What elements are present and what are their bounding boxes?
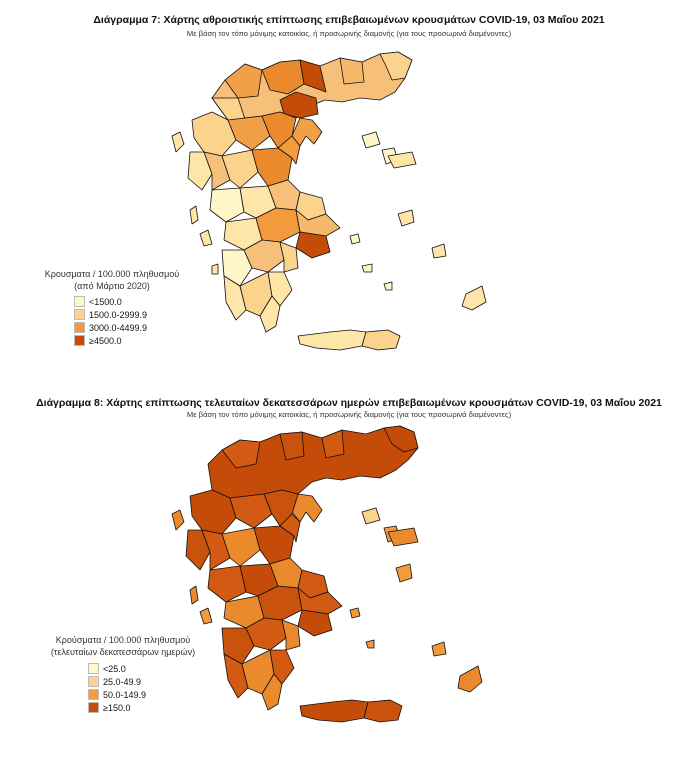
region [398, 210, 414, 226]
map2-legend [28, 634, 218, 714]
region [190, 206, 198, 224]
legend-label: ≥4500.0 [89, 335, 122, 346]
region [172, 510, 184, 530]
region [208, 566, 246, 602]
map2-title: Διάγραμμα 8: Χάρτης επίπτωσης τελευταίων δεκατεσσάρων ημερών επιβεβαιωμένων κρουσμάτων COVID-19, 03 Μαΐου 2021 [36, 397, 662, 409]
region [366, 640, 374, 648]
region [384, 282, 392, 290]
region [462, 286, 486, 310]
legend-subtitle: (από Μάρτιο 2020) [74, 281, 150, 291]
region [350, 608, 360, 618]
legend-label: 50.0-149.9 [103, 689, 147, 700]
region [458, 666, 482, 692]
map2-subtitle: Με βάση τον τόπο μόνιμης κατοικίας, ή προσωρινής διαμονής (για τους προσωρινά διαμένοντες) [186, 410, 512, 419]
region [300, 700, 368, 722]
region [222, 528, 260, 566]
legend-swatch [74, 296, 85, 307]
legend-title: Κρούσματα / 100.000 πληθυσμού [55, 635, 191, 645]
region [210, 188, 244, 222]
region [362, 132, 380, 148]
region [212, 264, 218, 274]
legend-item [74, 321, 196, 334]
legend-item [88, 701, 218, 714]
region [362, 264, 372, 272]
legend-swatch [88, 702, 99, 713]
legend-item [88, 688, 218, 701]
region [362, 330, 400, 350]
legend-label: 1500.0-2999.9 [89, 309, 148, 320]
legend-label: ≥150.0 [103, 702, 131, 713]
legend-title: Κρουσματα / 100.000 πληθυσμού [44, 269, 180, 279]
region [432, 642, 446, 656]
legend-item [74, 334, 196, 347]
region [172, 132, 184, 152]
legend-item [74, 295, 196, 308]
region [350, 234, 360, 244]
region [432, 244, 446, 258]
region [296, 232, 330, 258]
legend-swatch [88, 689, 99, 700]
legend-item [74, 308, 196, 321]
legend-subtitle: (τελευταίων δεκατεσσάρων ημερών) [50, 647, 196, 657]
map1-title: Διάγραμμα 7: Χάρτης αθροιστικής επίπτωσης επιβεβαιωμένων κρουσμάτων COVID-19, 03 Μαΐου 2021 [93, 14, 605, 26]
map1-legend [28, 268, 196, 347]
region [362, 508, 380, 524]
region [364, 700, 402, 722]
legend-item [88, 675, 218, 688]
legend-swatch [88, 663, 99, 674]
legend-swatch [88, 676, 99, 687]
region [200, 608, 212, 624]
legend-label: 3000.0-4499.9 [89, 322, 148, 333]
region [340, 58, 364, 84]
region [222, 150, 258, 188]
legend-label: <1500.0 [89, 296, 122, 307]
region [298, 610, 332, 636]
region [396, 564, 412, 582]
legend-label: 25.0-49.9 [103, 676, 142, 687]
legend-item [88, 662, 218, 675]
region [190, 586, 198, 604]
map1-subtitle: Με βάση τον τόπο μόνιμης κατοικίας, ή προσωρινής διαμονής (για τους προσωρινά διαμένοντες) [186, 29, 512, 38]
region [200, 230, 212, 246]
region [322, 430, 344, 458]
region [298, 330, 366, 350]
legend-swatch [74, 309, 85, 320]
legend-swatch [74, 335, 85, 346]
legend-label: <25.0 [103, 663, 126, 674]
legend-swatch [74, 322, 85, 333]
